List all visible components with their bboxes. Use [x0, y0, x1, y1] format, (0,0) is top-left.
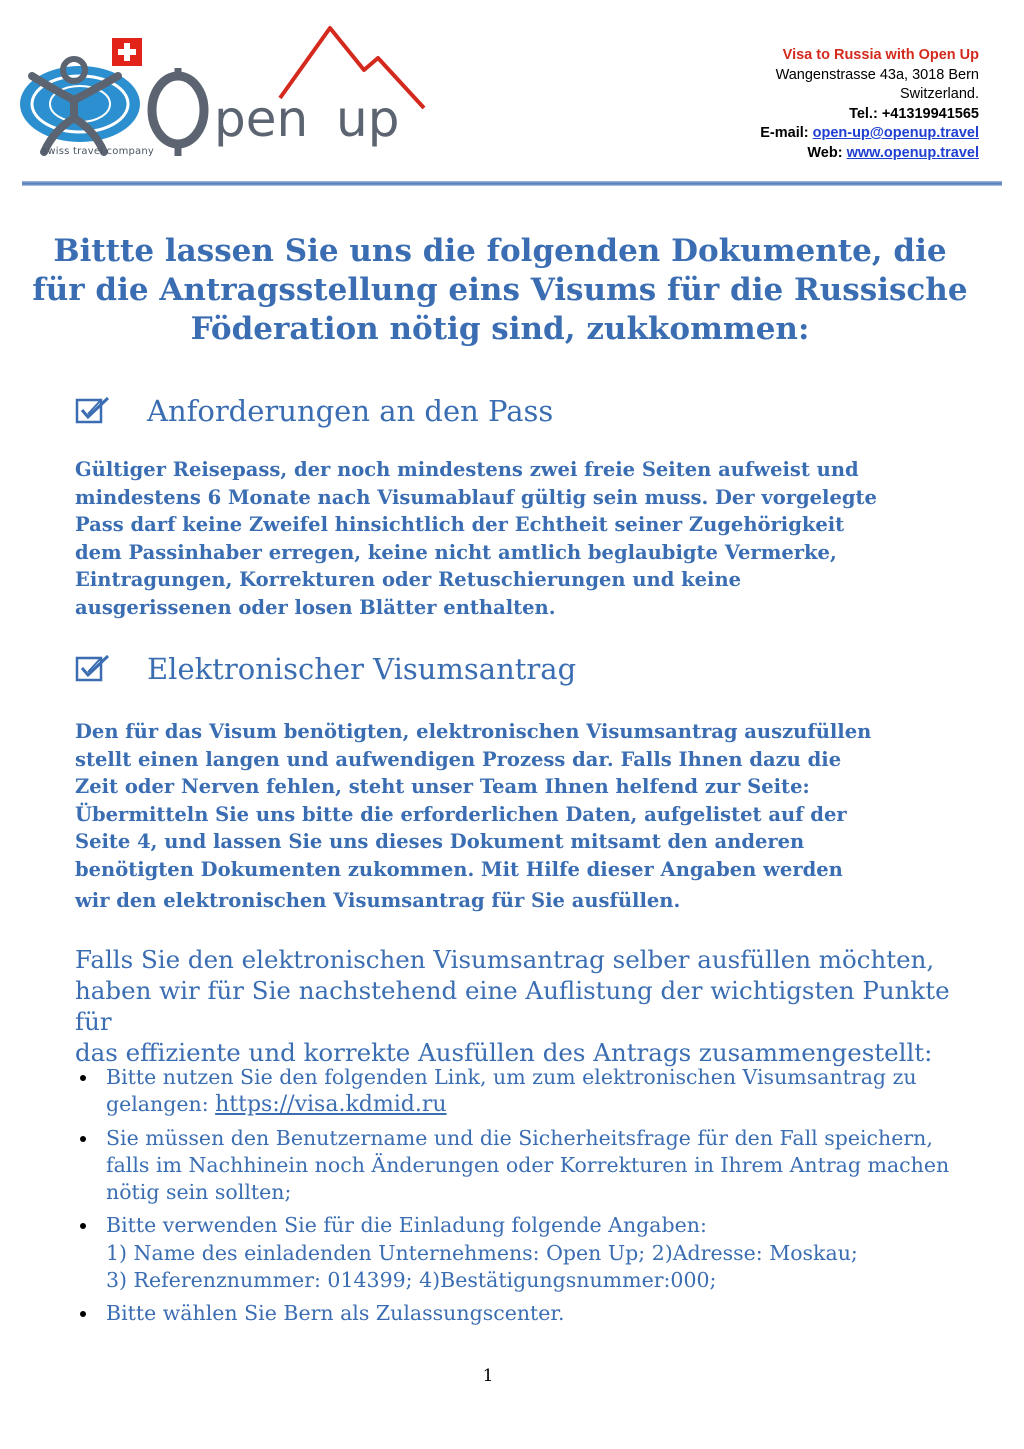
- text-line: Bitte verwenden Sie für die Einladung folgende Angaben:: [106, 1213, 707, 1238]
- web-link[interactable]: www.openup.travel: [846, 144, 979, 161]
- text-line: Zeit oder Nerven fehlen, steht unser Team Ihnen helfend zur Seite:: [75, 775, 810, 799]
- checkbox-checked-icon: [75, 396, 111, 426]
- svg-text:pen: pen: [214, 90, 309, 148]
- text-line: nötig sein sollten;: [106, 1180, 292, 1205]
- text-line: Übermitteln Sie uns bitte die erforderlichen Daten, aufgelistet auf der: [75, 802, 847, 826]
- bullet-icon: [80, 1223, 86, 1229]
- text-line: Eintragungen, Korrekturen oder Retuschierungen und keine: [75, 568, 742, 592]
- logo-tagline: swiss travel company: [42, 146, 155, 157]
- company-name: Visa to Russia with Open Up: [782, 47, 979, 63]
- checkbox-checked-icon: [75, 654, 111, 684]
- web-row: [760, 144, 979, 164]
- instructions-list: [75, 1064, 975, 1334]
- text-line: Sie müssen den Benutzername und die Sicherheitsfrage für den Fall speichern,: [106, 1125, 933, 1150]
- text-line: [106, 1091, 975, 1118]
- bullet-icon: [80, 1075, 86, 1081]
- section-heading-visa: [75, 652, 576, 686]
- telephone: Tel.: +41319941565: [849, 105, 979, 122]
- text-line: Bitte wählen Sie Bern als Zulassungscenter.: [106, 1301, 565, 1326]
- text-line: haben wir für Sie nachstehend eine Auflistung der wichtigsten Punkte für: [75, 976, 950, 1036]
- list-item: [75, 1212, 975, 1294]
- bullet-icon: [80, 1136, 86, 1142]
- email-row: [760, 124, 979, 144]
- section-title-visa: Elektronischer Visumsantrag: [147, 652, 577, 686]
- text-line: wir den elektronischen Visumsantrag für Sie ausfüllen.: [75, 888, 681, 912]
- email-link[interactable]: open-up@openup.travel: [812, 125, 979, 141]
- list-item: [75, 1125, 975, 1207]
- address-line-1: Wangenstrasse 43a, 3018 Bern: [775, 66, 979, 83]
- kdmid-link[interactable]: https://visa.kdmid.ru: [215, 1092, 447, 1118]
- link-prefix: gelangen:: [106, 1092, 216, 1117]
- text-line: Bitte nutzen Sie den folgenden Link, um zum elektronischen Visumsantrag zu: [106, 1065, 917, 1089]
- text-line: 1) Name des einladenden Unternehmens: Open Up; 2)Adresse: Moskau;: [106, 1240, 858, 1265]
- text-line: dem Passinhaber erregen, keine nicht amtlich beglaubigte Vermerke,: [75, 540, 837, 564]
- self-fill-intro: [75, 944, 975, 1068]
- text-line: Gültiger Reisepass, der noch mindestens zwei freie Seiten aufweist und: [75, 458, 859, 481]
- web-label: Web:: [807, 144, 843, 161]
- section-heading-pass: [75, 394, 553, 428]
- pass-requirements-text: [75, 456, 975, 622]
- text-line: Seite 4, und lassen Sie uns dieses Dokument mitsamt den anderen: [75, 830, 805, 854]
- title-line-1: Bittte lassen Sie uns die folgenden Dokumente, die: [53, 233, 947, 269]
- svg-text:up: up: [336, 90, 400, 148]
- text-line: falls im Nachhinein noch Änderungen oder Korrekturen in Ihrem Antrag machen: [106, 1152, 950, 1177]
- title-line-3: Föderation nötig sind, zukkommen:: [190, 311, 810, 347]
- header-divider: [22, 181, 1002, 186]
- text-line: Falls Sie den elektronischen Visumsantrag selber ausfüllen möchten,: [75, 945, 935, 974]
- text-line: benötigten Dokumenten zukommen. Mit Hilfe dieser Angaben werden: [75, 857, 843, 881]
- list-item: [75, 1300, 975, 1327]
- text-line: ausgerissenen oder losen Blätter enthalten.: [75, 595, 556, 619]
- page-number: 1: [482, 1366, 494, 1386]
- bullet-icon: [80, 1311, 86, 1317]
- address-line-2: Switzerland.: [900, 86, 979, 102]
- section-title-pass: Anforderungen an den Pass: [147, 394, 554, 428]
- contact-block: [760, 46, 979, 163]
- text-line: Den für das Visum benötigten, elektronischen Visumsantrag auszufüllen: [75, 720, 872, 743]
- page-title: [20, 232, 980, 349]
- list-item: [75, 1064, 975, 1119]
- text-line: Pass darf keine Zweifel hinsichtlich der Echtheit seiner Zugehörigkeit: [75, 513, 845, 537]
- text-line: stellt einen langen und aufwendigen Prozess dar. Falls Ihnen dazu die: [75, 747, 842, 771]
- title-line-2: für die Antragsstellung eins Visums für die Russische: [32, 272, 968, 308]
- text-line: das effiziente und korrekte Ausfüllen des Antrags zusammengestellt:: [75, 1038, 933, 1067]
- text-line: mindestens 6 Monate nach Visumablauf gültig sein muss. Der vorgelegte: [75, 485, 877, 509]
- text-line: 3) Referenznummer: 014399; 4)Bestätigungsnummer:000;: [106, 1268, 717, 1293]
- visa-application-text: [75, 718, 975, 914]
- email-label: E-mail:: [760, 125, 809, 141]
